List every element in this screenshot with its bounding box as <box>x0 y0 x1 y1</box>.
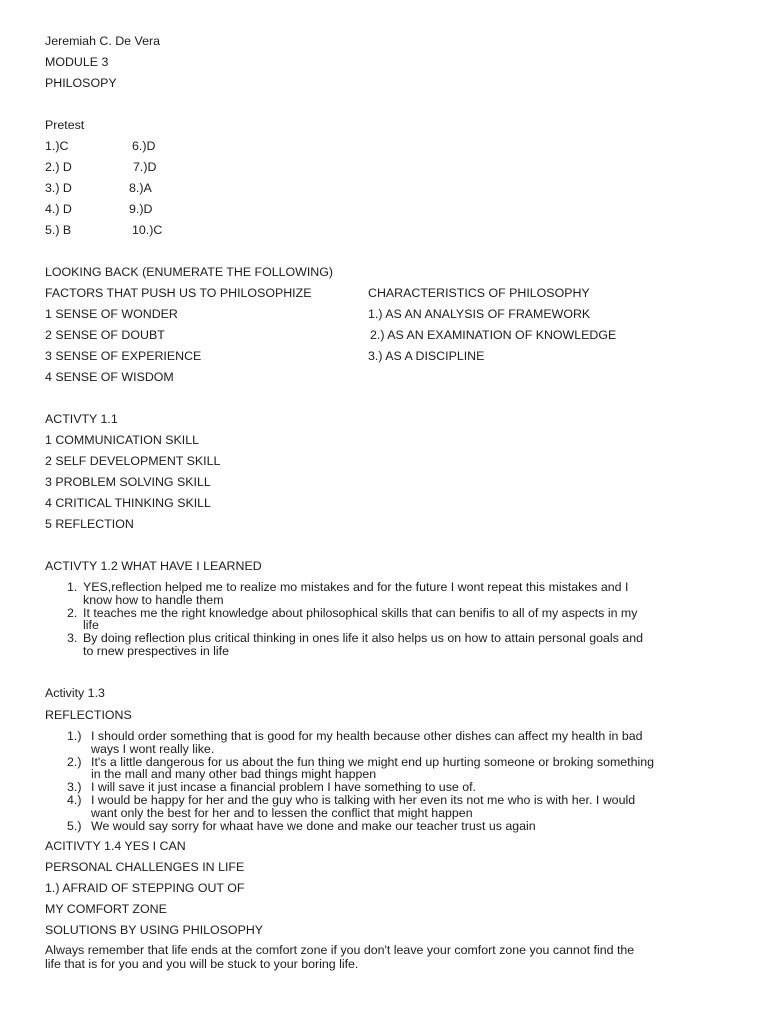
list-item <box>45 730 725 756</box>
pretest-answer: 8.)A <box>129 181 152 195</box>
factor-item: 4 SENSE OF WISDOM <box>45 370 174 384</box>
list-item <box>45 820 725 833</box>
solution-text: life that is for you and you will be stuck to your boring life. <box>45 957 359 971</box>
activity-1-2-list <box>45 581 725 658</box>
list-text: I should order something that is good for my health because other dishes can affect my health in bad <box>91 729 643 743</box>
activity-1-3-list <box>45 730 725 832</box>
list-text: I will save it just incase a financial problem I have something to use of. <box>91 780 476 795</box>
activity-1-1-item: 3 PROBLEM SOLVING SKILL <box>45 475 211 489</box>
pretest-answer: 6.)D <box>132 139 156 153</box>
activity-1-1-item: 2 SELF DEVELOPMENT SKILL <box>45 454 221 468</box>
pretest-answer: 9.)D <box>129 202 153 216</box>
activity-1-4-title: ACITIVTY 1.4 YES I CAN <box>45 839 186 853</box>
solution-text: Always remember that life ends at the comfort zone if you don't leave your comfort zone you cannot find the <box>45 943 635 957</box>
factors-heading: FACTORS THAT PUSH US TO PHILOSOPHIZE <box>45 286 312 300</box>
activity-1-1-item: 4 CRITICAL THINKING SKILL <box>45 496 211 510</box>
looking-back-title: LOOKING BACK (ENUMERATE THE FOLLOWING) <box>45 265 334 279</box>
pretest-answer: 10.)C <box>132 223 163 237</box>
list-text: YES,reflection helped me to realize mo mistakes and for the future I wont repeat this mistakes and I <box>83 580 629 594</box>
solutions-heading: SOLUTIONS BY USING PHILOSOPHY <box>45 923 264 937</box>
list-item <box>45 756 725 782</box>
pretest-answer: 2.) D <box>45 160 72 174</box>
list-number: 2. <box>67 605 78 620</box>
list-text: in the mall and many other bad things might happen <box>91 767 377 782</box>
list-text: I would be happy for her and the guy who is talking with her even its not me who is with her. I would <box>91 792 636 807</box>
pretest-answer: 5.) B <box>45 223 72 237</box>
characteristic-item: 1.) AS AN ANALYSIS OF FRAMEWORK <box>368 307 591 321</box>
challenges-heading: PERSONAL CHALLENGES IN LIFE <box>45 860 245 874</box>
list-text: to rnew prespectives in life <box>83 643 230 658</box>
activity-1-1-title: ACTIVTY 1.1 <box>45 412 118 426</box>
activity-1-3-subtitle: REFLECTIONS <box>45 708 132 722</box>
list-text: It teaches me the right knowledge about philosophical skills that can benifis to all of my aspects in my <box>83 605 638 620</box>
list-number: 1. <box>67 580 78 594</box>
list-number: 5.) <box>67 818 82 833</box>
list-text: know how to handle them <box>83 592 224 607</box>
list-text: life <box>83 618 99 633</box>
pretest-answer: 1.)C <box>45 139 69 153</box>
pretest-title: Pretest <box>45 118 85 132</box>
factor-item: 1 SENSE OF WONDER <box>45 307 178 321</box>
list-item <box>45 607 725 633</box>
list-item <box>45 581 725 607</box>
list-text: We would say sorry for whaat have we done and make our teacher trust us again <box>91 818 536 833</box>
student-name: Jeremiah C. De Vera <box>45 34 161 48</box>
list-item <box>45 794 725 820</box>
list-number: 3.) <box>67 780 82 795</box>
characteristic-item: 3.) AS A DISCIPLINE <box>368 349 485 363</box>
list-number: 2.) <box>67 754 82 769</box>
list-number: 1.) <box>67 729 82 743</box>
activity-1-3-title: Activity 1.3 <box>45 686 105 700</box>
activity-1-1-item: 1 COMMUNICATION SKILL <box>45 433 199 447</box>
list-text: By doing reflection plus critical thinking in ones life it also helps us on how to attain personal goals and <box>83 631 643 646</box>
list-item <box>45 632 725 658</box>
challenge-item: MY COMFORT ZONE <box>45 902 167 916</box>
pretest-answer: 7.)D <box>133 160 157 174</box>
characteristics-heading: CHARACTERISTICS OF PHILOSOPHY <box>368 286 590 300</box>
characteristic-item: 2.) AS AN EXAMINATION OF KNOWLEDGE <box>370 328 617 342</box>
list-text: ways I wont really like. <box>91 741 215 756</box>
subject-label: PHILOSOPY <box>45 76 117 90</box>
list-text: want only the best for her and to lessen the conflict that might happen <box>91 805 473 820</box>
activity-1-1-item: 5 REFLECTION <box>45 517 134 531</box>
challenge-item: 1.) AFRAID OF STEPPING OUT OF <box>45 881 245 895</box>
pretest-answer: 4.) D <box>45 202 72 216</box>
pretest-answer: 3.) D <box>45 181 72 195</box>
list-number: 3. <box>67 631 78 646</box>
factor-item: 3 SENSE OF EXPERIENCE <box>45 349 202 363</box>
activity-1-2-title: ACTIVTY 1.2 WHAT HAVE I LEARNED <box>45 559 262 573</box>
factor-item: 2 SENSE OF DOUBT <box>45 328 165 342</box>
list-number: 4.) <box>67 792 82 807</box>
module-label: MODULE 3 <box>45 55 109 69</box>
list-text: It's a little dangerous for us about the fun thing we might end up hurting someone or broking something <box>91 754 655 769</box>
